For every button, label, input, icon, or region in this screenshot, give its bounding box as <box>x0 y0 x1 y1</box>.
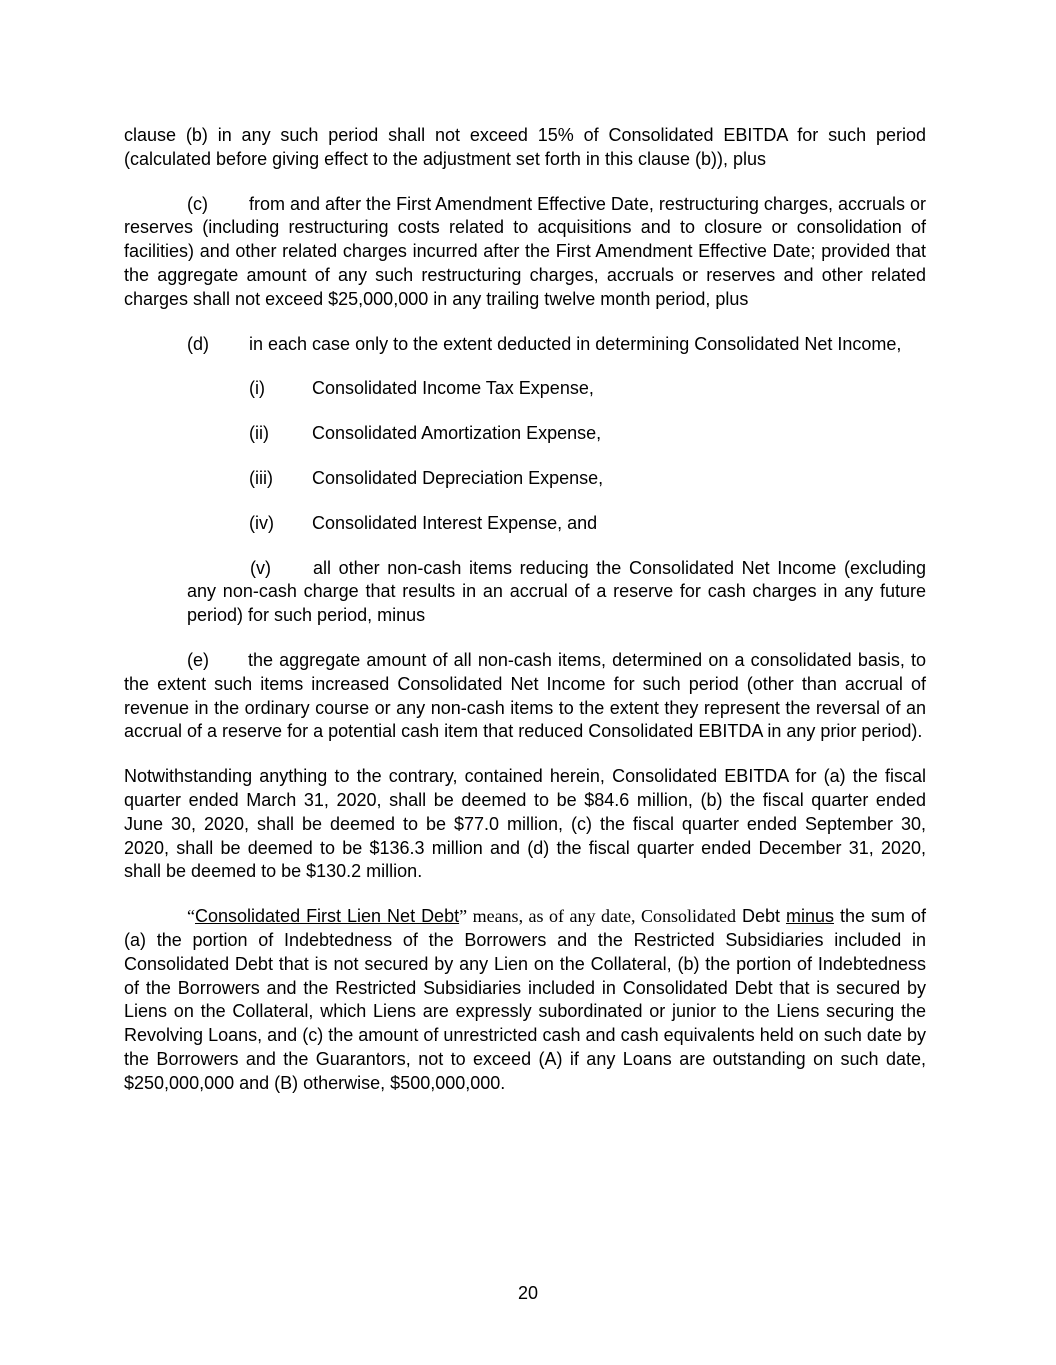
item-ii-text: Consolidated Amortization Expense, <box>312 423 602 444</box>
list-item-iv <box>124 512 926 536</box>
paragraph-clause-c <box>124 193 926 312</box>
item-iii-text: Consolidated Depreciation Expense, <box>312 467 604 488</box>
paragraph-clause-e <box>124 649 926 744</box>
item-ii-label: (ii) <box>249 423 269 444</box>
page-number: 20 <box>517 1283 539 1303</box>
list-item-i <box>124 377 926 401</box>
item-v-label: (v) <box>250 557 271 578</box>
clause-d-label: (d) <box>187 333 209 354</box>
item-v-text: all other non-cash items reducing the Consolidated Net Income (excluding any non-cash charge that results in an accrual of a reserve for cash charges in any future period) for such period, minus <box>187 557 926 626</box>
paragraph-definition-first-lien-net-debt <box>124 905 926 1095</box>
definition-rest: the sum of (a) the portion of Indebtedness of the Borrowers and the Restricted Subsidiaries included in Consolidated Debt that is not secured by any Lien on the Collateral, (b) the portion of Indebtedness of the Borrowers and the Restricted Subsidiaries included in Consolidated Debt that is secured by Liens on the Collateral, which Liens are expressly subordinated or junior to the Liens securing the Revolving Loans, and (c) the amount of unrestricted cash and cash equivalents held on such date by the Borrowers and the Guarantors, not to exceed (A) if any Loans are outstanding on such date, $250,000,000 and (B) otherwise, $500,000,000. <box>124 906 927 1093</box>
item-i-label: (i) <box>249 378 265 399</box>
document-page <box>124 124 926 1096</box>
definition-means: means, as of any date, Consolidated <box>467 906 736 927</box>
list-item-ii <box>124 422 926 446</box>
clause-e-text: the aggregate amount of all non-cash items, determined on a consolidated basis, to the extent such items increased Consolidated Net Income for such period (other than accrual of revenue in the ordinary course or any non-cash items to the extent they represent the reversal of an accrual of a reserve for a potential cash item that reduced Consolidated EBITDA in any prior period). <box>124 649 926 742</box>
clause-c-text: from and after the First Amendment Effective Date, restructuring charges, accruals or reserves (including restructuring costs related to acquisitions and to closure or consolidation of facilities) and other related charges incurred after the First Amendment Effective Date; provided that the aggregate amount of any such restructuring charges, accruals or reserves and other related charges shall not exceed $25,000,000 in any trailing twelve month period, plus <box>124 193 926 309</box>
item-iv-text: Consolidated Interest Expense, and <box>312 512 598 533</box>
paragraph-clause-b-continuation: clause (b) in any such period shall not exceed 15% of Consolidated EBITDA for such period (calculated before giving effect to the adjustment set forth in this clause (b)), plus <box>124 125 926 169</box>
definition-term: Consolidated First Lien Net Debt <box>195 906 460 927</box>
clause-d-text: in each case only to the extent deducted in determining Consolidated Net Income, <box>249 333 902 354</box>
list-item-v <box>124 557 926 628</box>
definition-open-quote: “ <box>187 906 195 927</box>
definition-debt: Debt <box>735 906 786 927</box>
paragraph-notwithstanding: Notwithstanding anything to the contrary, contained herein, Consolidated EBITDA for (a) the fiscal quarter ended March 31, 2020, shall be deemed to be $84.6 million, (b) the fiscal quarter ended June 30, 2020, shall be deemed to be $77.0 million, (c) the fiscal quarter ended September 30, 2020, shall be deemed to be $136.3 million and (d) the fiscal quarter ended December 31, 2020, shall be deemed to be $130.2 million. <box>124 766 926 882</box>
item-iii-label: (iii) <box>249 467 273 488</box>
item-iv-label: (iv) <box>249 512 274 533</box>
definition-close-quote: ” <box>459 906 468 927</box>
clause-c-label: (c) <box>187 193 208 214</box>
definition-minus: minus <box>785 906 834 927</box>
clause-e-label: (e) <box>187 649 209 670</box>
paragraph-clause-d <box>124 333 926 357</box>
list-item-iii <box>124 467 926 491</box>
item-i-text: Consolidated Income Tax Expense, <box>312 378 594 399</box>
